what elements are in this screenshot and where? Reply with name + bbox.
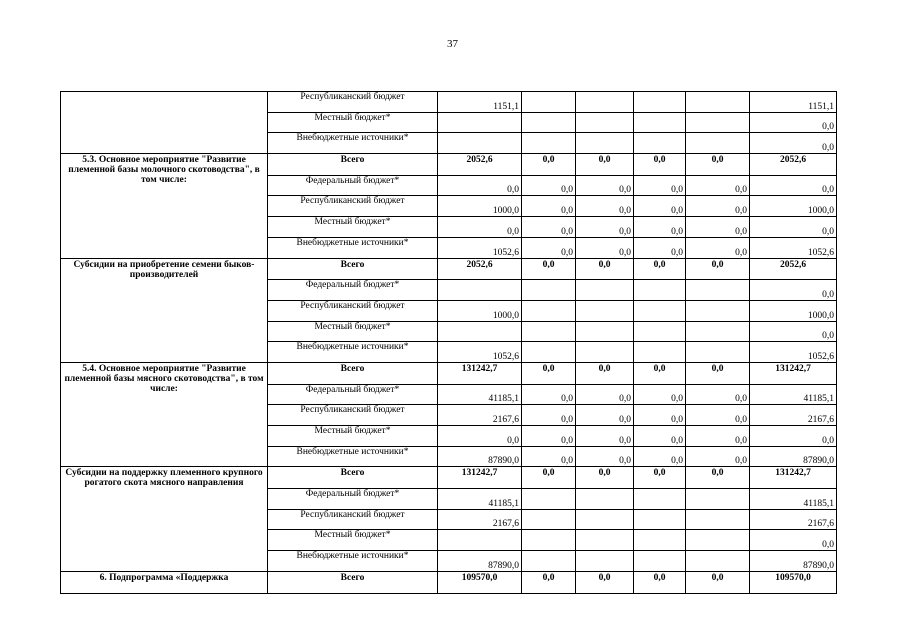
source-label: Федеральный бюджет* [268, 175, 438, 196]
table-row-total [61, 154, 837, 176]
value-cell: 2167,6 [750, 509, 837, 530]
value-cell [576, 509, 634, 530]
row-description: Субсидии на приобретение семени быков-производителей [61, 258, 268, 362]
value-cell: 41185,1 [438, 384, 522, 405]
value-cell [634, 489, 686, 510]
value-cell [576, 489, 634, 510]
value-cell: 1000,0 [750, 196, 837, 217]
value-cell: 0,0 [522, 405, 576, 426]
total-value-cell: 0,0 [522, 258, 576, 280]
value-cell: 0,0 [576, 196, 634, 217]
total-value-cell: 0,0 [634, 362, 686, 384]
row-description: 5.4. Основное мероприятие "Развитие племенной базы мясного скотоводства", в том числе: [61, 362, 268, 466]
value-cell: 0,0 [686, 217, 750, 238]
total-value-cell: 0,0 [686, 362, 750, 384]
value-cell: 41185,1 [750, 489, 837, 510]
total-value-cell: 2052,6 [438, 258, 522, 280]
value-cell: 0,0 [522, 175, 576, 196]
value-cell [634, 551, 686, 572]
value-cell [634, 133, 686, 154]
total-value-cell: 0,0 [686, 258, 750, 280]
total-value-cell: 0,0 [634, 571, 686, 593]
source-label: Всего [268, 154, 438, 176]
value-cell: 0,0 [750, 133, 837, 154]
value-cell: 0,0 [686, 446, 750, 467]
total-value-cell: 0,0 [634, 154, 686, 176]
value-cell [522, 342, 576, 363]
value-cell: 87890,0 [750, 446, 837, 467]
value-cell: 0,0 [634, 384, 686, 405]
total-value-cell: 131242,7 [438, 362, 522, 384]
source-label: Внебюджетные источники* [268, 446, 438, 467]
value-cell [576, 112, 634, 133]
value-cell: 41185,1 [750, 384, 837, 405]
value-cell [634, 321, 686, 342]
source-label: Внебюджетные источники* [268, 133, 438, 154]
total-value-cell: 2052,6 [750, 258, 837, 280]
value-cell: 1000,0 [438, 300, 522, 321]
value-cell: 2167,6 [438, 509, 522, 530]
value-cell [686, 133, 750, 154]
value-cell: 0,0 [686, 196, 750, 217]
total-value-cell: 131242,7 [750, 362, 837, 384]
value-cell: 0,0 [576, 384, 634, 405]
value-cell: 1052,6 [438, 342, 522, 363]
value-cell [634, 509, 686, 530]
source-label: Республиканский бюджет [268, 509, 438, 530]
value-cell: 0,0 [750, 280, 837, 301]
value-cell [522, 300, 576, 321]
value-cell: 0,0 [634, 217, 686, 238]
value-cell [438, 321, 522, 342]
source-label: Федеральный бюджет* [268, 384, 438, 405]
value-cell [634, 300, 686, 321]
value-cell [576, 530, 634, 551]
value-cell: 1151,1 [438, 92, 522, 113]
source-label: Всего [268, 467, 438, 489]
value-cell: 1151,1 [750, 92, 837, 113]
value-cell [522, 321, 576, 342]
source-label: Республиканский бюджет [268, 196, 438, 217]
source-label: Федеральный бюджет* [268, 489, 438, 510]
value-cell [576, 551, 634, 572]
value-cell: 0,0 [438, 217, 522, 238]
value-cell [686, 280, 750, 301]
value-cell: 0,0 [686, 175, 750, 196]
value-cell: 0,0 [576, 217, 634, 238]
value-cell [576, 133, 634, 154]
total-value-cell: 131242,7 [438, 467, 522, 489]
source-label: Местный бюджет* [268, 217, 438, 238]
value-cell: 41185,1 [438, 489, 522, 510]
value-cell: 0,0 [750, 217, 837, 238]
value-cell: 2167,6 [438, 405, 522, 426]
table-row-total [61, 362, 837, 384]
table-row [61, 92, 837, 113]
value-cell [522, 92, 576, 113]
value-cell [686, 112, 750, 133]
value-cell [634, 112, 686, 133]
value-cell: 1000,0 [750, 300, 837, 321]
value-cell [522, 112, 576, 133]
value-cell [686, 509, 750, 530]
total-value-cell: 0,0 [576, 154, 634, 176]
value-cell [522, 133, 576, 154]
source-label: Всего [268, 362, 438, 384]
total-value-cell: 0,0 [576, 571, 634, 593]
value-cell: 0,0 [634, 237, 686, 258]
value-cell: 0,0 [522, 196, 576, 217]
total-value-cell: 0,0 [686, 154, 750, 176]
value-cell [686, 342, 750, 363]
value-cell: 0,0 [576, 237, 634, 258]
value-cell: 0,0 [634, 196, 686, 217]
total-value-cell: 0,0 [686, 571, 750, 593]
total-value-cell: 131242,7 [750, 467, 837, 489]
value-cell [686, 530, 750, 551]
total-value-cell: 0,0 [634, 467, 686, 489]
value-cell [522, 551, 576, 572]
value-cell: 0,0 [634, 405, 686, 426]
row-description [61, 92, 268, 154]
value-cell: 2167,6 [750, 405, 837, 426]
total-value-cell: 0,0 [522, 362, 576, 384]
total-value-cell: 0,0 [576, 467, 634, 489]
budget-table [60, 91, 837, 594]
value-cell: 1052,6 [750, 237, 837, 258]
source-label: Местный бюджет* [268, 321, 438, 342]
value-cell [522, 509, 576, 530]
value-cell [438, 530, 522, 551]
budget-table-body [61, 92, 837, 594]
value-cell: 87890,0 [438, 446, 522, 467]
value-cell: 0,0 [750, 112, 837, 133]
value-cell: 0,0 [686, 405, 750, 426]
value-cell [576, 280, 634, 301]
value-cell: 0,0 [438, 175, 522, 196]
value-cell [438, 133, 522, 154]
value-cell [438, 280, 522, 301]
total-value-cell: 2052,6 [438, 154, 522, 176]
value-cell: 0,0 [522, 384, 576, 405]
value-cell [634, 342, 686, 363]
total-value-cell: 0,0 [522, 571, 576, 593]
source-label: Местный бюджет* [268, 112, 438, 133]
value-cell [522, 280, 576, 301]
row-description: 6. Подпрограмма «Поддержка [61, 571, 268, 593]
source-label: Республиканский бюджет [268, 405, 438, 426]
table-row-total [61, 258, 837, 280]
value-cell [634, 280, 686, 301]
total-value-cell: 0,0 [522, 467, 576, 489]
total-value-cell: 2052,6 [750, 154, 837, 176]
value-cell [522, 530, 576, 551]
value-cell [686, 300, 750, 321]
value-cell: 1052,6 [438, 237, 522, 258]
value-cell: 87890,0 [438, 551, 522, 572]
row-description: 5.3. Основное мероприятие "Развитие племенной базы молочного скотоводства", в том числе: [61, 154, 268, 258]
source-label: Республиканский бюджет [268, 300, 438, 321]
total-value-cell: 109570,0 [750, 571, 837, 593]
value-cell [634, 92, 686, 113]
value-cell: 0,0 [438, 426, 522, 447]
value-cell [576, 321, 634, 342]
value-cell: 0,0 [686, 237, 750, 258]
total-value-cell: 109570,0 [438, 571, 522, 593]
row-description: Субсидии на поддержку племенного крупного рогатого скота мясного направления [61, 467, 268, 571]
value-cell: 1052,6 [750, 342, 837, 363]
table-row-total [61, 467, 837, 489]
source-label: Всего [268, 571, 438, 593]
value-cell [522, 489, 576, 510]
value-cell: 87890,0 [750, 551, 837, 572]
value-cell: 0,0 [634, 446, 686, 467]
page-number: 37 [447, 38, 458, 50]
table-row-total [61, 571, 837, 593]
value-cell: 0,0 [634, 426, 686, 447]
value-cell [686, 551, 750, 572]
value-cell: 0,0 [522, 217, 576, 238]
source-label: Внебюджетные источники* [268, 237, 438, 258]
source-label: Внебюджетные источники* [268, 342, 438, 363]
value-cell [576, 92, 634, 113]
value-cell: 0,0 [522, 237, 576, 258]
total-value-cell: 0,0 [576, 258, 634, 280]
value-cell: 0,0 [576, 446, 634, 467]
source-label: Внебюджетные источники* [268, 551, 438, 572]
source-label: Местный бюджет* [268, 530, 438, 551]
total-value-cell: 0,0 [522, 154, 576, 176]
value-cell: 0,0 [634, 175, 686, 196]
total-value-cell: 0,0 [686, 467, 750, 489]
value-cell: 0,0 [522, 426, 576, 447]
value-cell: 0,0 [750, 530, 837, 551]
source-label: Всего [268, 258, 438, 280]
value-cell: 0,0 [576, 426, 634, 447]
value-cell [634, 530, 686, 551]
value-cell: 0,0 [750, 426, 837, 447]
source-label: Федеральный бюджет* [268, 280, 438, 301]
value-cell [576, 342, 634, 363]
total-value-cell: 0,0 [576, 362, 634, 384]
value-cell: 0,0 [750, 321, 837, 342]
value-cell: 0,0 [750, 175, 837, 196]
value-cell: 0,0 [686, 384, 750, 405]
value-cell: 0,0 [576, 175, 634, 196]
value-cell: 0,0 [522, 446, 576, 467]
source-label: Республиканский бюджет [268, 92, 438, 113]
value-cell [686, 92, 750, 113]
value-cell: 1000,0 [438, 196, 522, 217]
value-cell [686, 489, 750, 510]
value-cell [576, 300, 634, 321]
value-cell: 0,0 [686, 426, 750, 447]
source-label: Местный бюджет* [268, 426, 438, 447]
value-cell: 0,0 [576, 405, 634, 426]
total-value-cell: 0,0 [634, 258, 686, 280]
value-cell [686, 321, 750, 342]
value-cell [438, 112, 522, 133]
